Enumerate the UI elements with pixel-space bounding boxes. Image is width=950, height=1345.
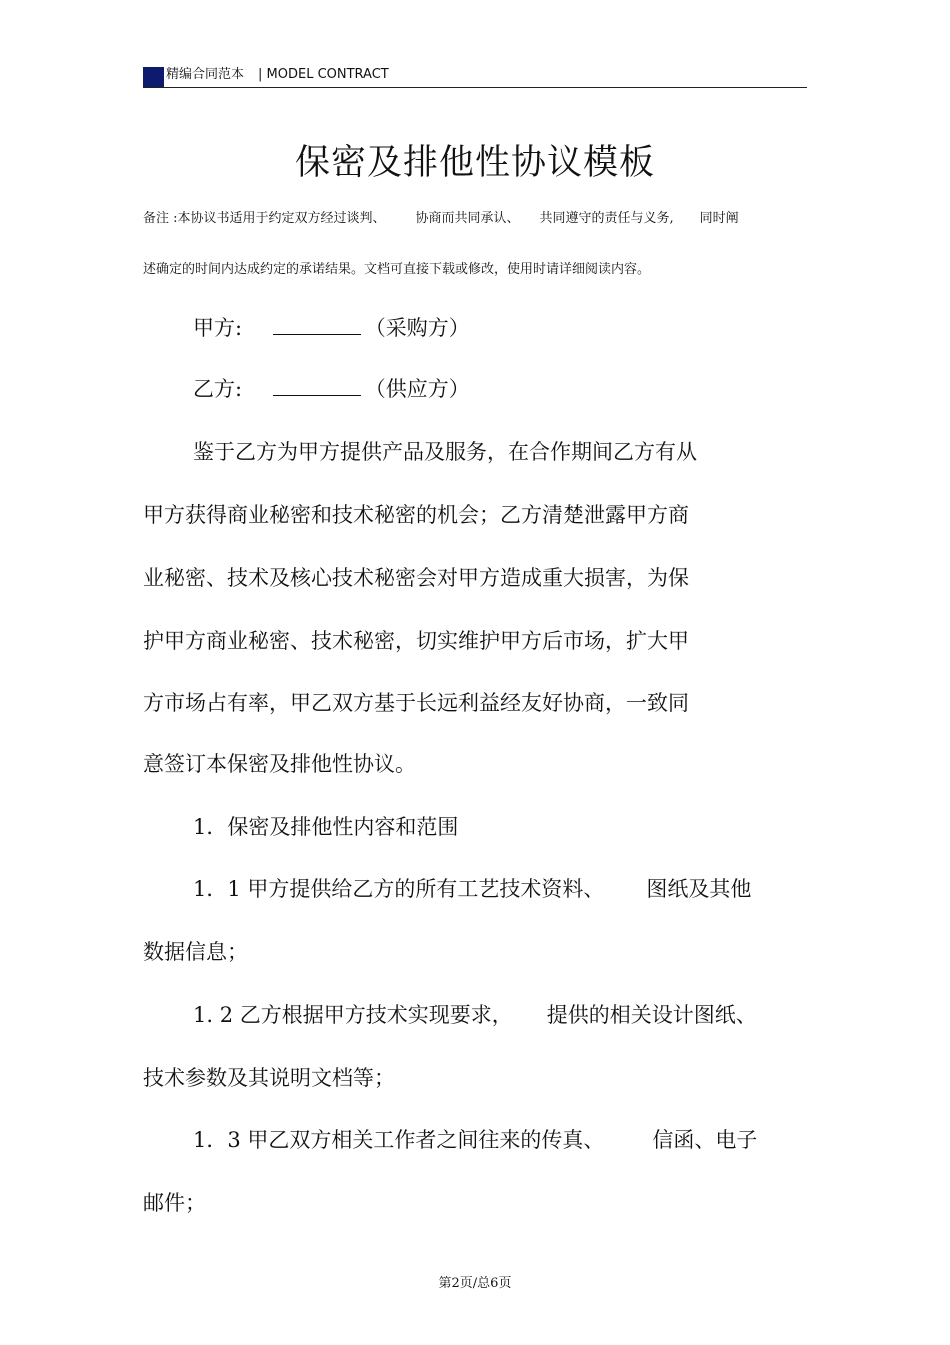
party-b-line <box>193 375 470 403</box>
preamble-line-6: 意签订本保密及排他性协议。 <box>143 752 416 776</box>
preamble-line-4: 护甲方商业秘密、技术秘密，切实维护甲方后市场，扩大甲 <box>143 629 689 653</box>
header-divider <box>143 87 807 88</box>
item-1-3-line-2: 邮件； <box>143 1191 206 1215</box>
item-text: 提供的相关设计图纸、 <box>546 1003 757 1027</box>
item-1-3-line-1 <box>193 1126 757 1154</box>
note-segment: 备注 :本协议书适用于约定双方经过谈判、 <box>143 211 386 226</box>
item-1-2-line-2: 技术参数及其说明文档等； <box>143 1066 395 1090</box>
document-title: 保密及排他性协议模板 <box>294 143 655 183</box>
item-1-1-line-1 <box>193 875 751 903</box>
preamble-line-2: 甲方获得商业秘密和技术秘密的机会；乙方清楚泄露甲方商 <box>143 503 689 527</box>
party-a-line <box>193 314 470 342</box>
item-text: 1. 2 乙方根据甲方技术实现要求， <box>193 1003 513 1027</box>
party-b-label: 乙方: <box>193 377 243 401</box>
item-text: 信函、电子 <box>652 1128 758 1152</box>
header-text <box>166 67 389 83</box>
section-1-title: 1．保密及排他性内容和范围 <box>193 815 459 839</box>
party-b-blank <box>273 375 361 396</box>
party-a-label: 甲方: <box>193 316 243 340</box>
party-a-role: （采购方） <box>364 316 470 340</box>
preamble-line-3: 业秘密、技术及核心技术秘密会对甲方造成重大损害，为保 <box>143 566 689 590</box>
item-text: 1．1 甲方提供给乙方的所有工艺技术资料、 <box>193 877 605 901</box>
note-segment: 同时阐 <box>699 211 739 226</box>
note-segment: 共同遵守的责任与义务, <box>539 211 674 226</box>
party-a-blank <box>273 314 361 335</box>
note-line-1 <box>143 210 739 228</box>
page-number: 第2页/总6页 <box>438 1276 512 1291</box>
header-title: 精编合同范本 <box>166 67 245 82</box>
item-text: 图纸及其他 <box>646 877 752 901</box>
header-subtitle: | MODEL CONTRACT <box>258 67 389 82</box>
item-1-1-line-2: 数据信息； <box>143 940 248 964</box>
item-1-2-line-1 <box>193 1001 757 1029</box>
note-line-2: 述确定的时间内达成约定的承诺结果。文档可直接下载或修改，使用时请详细阅读内容。 <box>143 262 651 277</box>
logo-icon <box>143 67 164 88</box>
page-header <box>143 64 807 88</box>
party-b-role: （供应方） <box>364 377 470 401</box>
preamble-line-1: 鉴于乙方为甲方提供产品及服务，在合作期间乙方有从 <box>193 440 697 464</box>
item-text: 1．3 甲乙双方相关工作者之间往来的传真、 <box>193 1128 605 1152</box>
preamble-line-5: 方市场占有率，甲乙双方基于长远利益经友好协商，一致同 <box>143 691 689 715</box>
note-segment: 协商而共同承认、 <box>415 211 520 226</box>
